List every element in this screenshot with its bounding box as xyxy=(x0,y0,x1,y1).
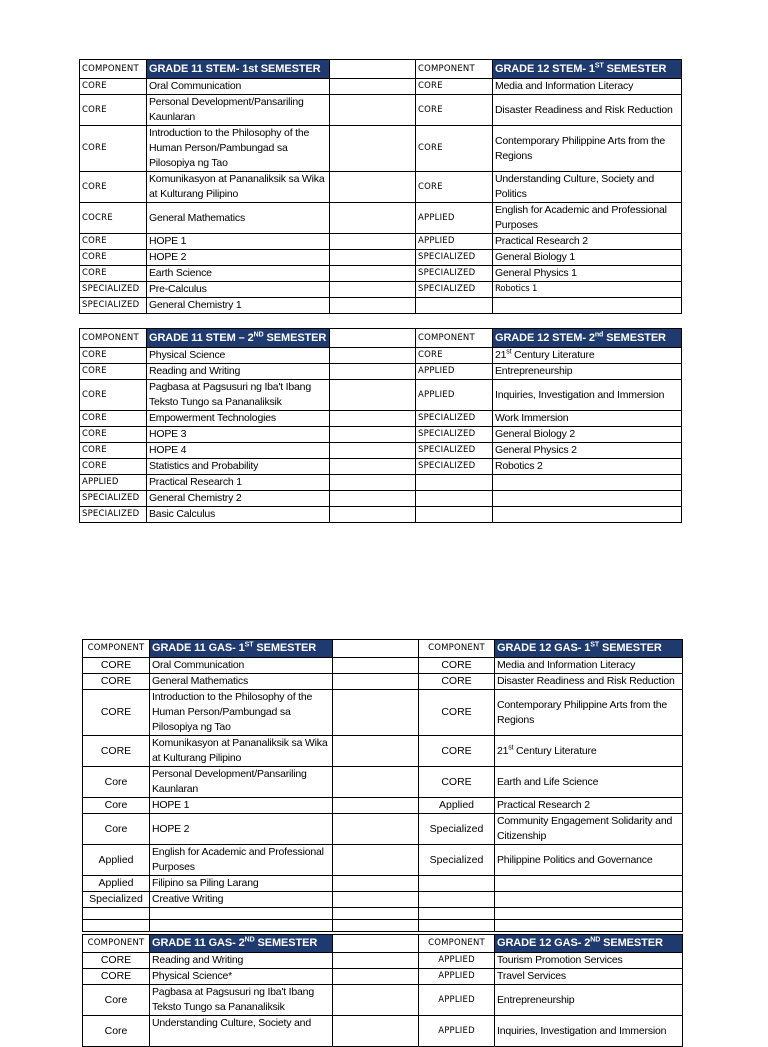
component-cell: CORE xyxy=(80,79,147,95)
subject-cell: General Biology 1 xyxy=(493,250,682,266)
subject-cell: General Physics 1 xyxy=(493,266,682,282)
subject-cell: General Chemistry 2 xyxy=(147,491,330,507)
subject-cell: Practical Research 2 xyxy=(495,798,683,814)
subject-cell: Philippine Politics and Governance xyxy=(495,845,683,876)
component-cell: CORE xyxy=(80,364,147,380)
component-cell: CORE xyxy=(80,266,147,282)
component-cell: CORE xyxy=(80,250,147,266)
component-cell: APPLIED xyxy=(416,203,493,234)
component-cell: SPECIALIZED xyxy=(416,282,493,298)
grade11-stem-1st-title: GRADE 11 STEM- 1st SEMESTER xyxy=(147,60,330,79)
component-cell: SPECIALIZED xyxy=(80,298,147,314)
component-cell: Applied xyxy=(83,845,150,876)
subject-cell: General Biology 2 xyxy=(493,427,682,443)
component-cell xyxy=(419,892,495,908)
component-header: COMPONENT xyxy=(80,60,147,79)
subject-cell: Basic Calculus xyxy=(147,507,330,523)
component-cell: APPLIED xyxy=(416,234,493,250)
component-cell: CORE xyxy=(80,427,147,443)
component-cell: CORE xyxy=(419,690,495,736)
empty-cell xyxy=(495,920,683,932)
subject-cell: Oral Communication xyxy=(147,79,330,95)
component-cell: Specialized xyxy=(419,845,495,876)
component-header: COMPONENT xyxy=(83,935,150,953)
component-cell: CORE xyxy=(80,172,147,203)
subject-cell: Tourism Promotion Services xyxy=(495,953,683,969)
subject-cell: Practical Research 2 xyxy=(493,234,682,250)
subject-cell: Travel Services xyxy=(495,969,683,985)
component-cell: CORE xyxy=(80,459,147,475)
subject-cell: Entrepreneurship xyxy=(493,364,682,380)
subject-cell: Practical Research 1 xyxy=(147,475,330,491)
component-cell: CORE xyxy=(416,172,493,203)
component-cell: APPLIED xyxy=(80,475,147,491)
subject-cell: Disaster Readiness and Risk Reduction xyxy=(493,95,682,126)
component-cell: CORE xyxy=(80,348,147,364)
component-cell: Applied xyxy=(419,798,495,814)
subject-cell: Oral Communication xyxy=(150,658,333,674)
subject-cell: Earth Science xyxy=(147,266,330,282)
subject-cell: HOPE 1 xyxy=(147,234,330,250)
subject-cell: Work Immersion xyxy=(493,411,682,427)
component-cell: SPECIALIZED xyxy=(416,427,493,443)
component-cell: APPLIED xyxy=(419,953,495,969)
subject-cell: General Chemistry 1 xyxy=(147,298,330,314)
empty-cell xyxy=(150,908,333,920)
component-cell: CORE xyxy=(80,443,147,459)
subject-cell: Reading and Writing xyxy=(147,364,330,380)
empty-cell xyxy=(83,908,150,920)
grade11-gas-2nd-title: GRADE 11 GAS- 2ND SEMESTER xyxy=(150,935,333,953)
subject-cell: Contemporary Philippine Arts from the Regions xyxy=(493,126,682,172)
component-cell: CORE xyxy=(416,126,493,172)
component-cell: SPECIALIZED xyxy=(416,411,493,427)
subject-cell: Introduction to the Philosophy of the Human Person/Pambungad sa Pilosopiya ng Tao xyxy=(147,126,330,172)
component-cell: SPECIALIZED xyxy=(80,507,147,523)
component-cell xyxy=(416,491,493,507)
grade12-gas-1st-title: GRADE 12 GAS- 1ST SEMESTER xyxy=(495,640,683,658)
component-cell: CORE xyxy=(80,95,147,126)
component-cell: CORE xyxy=(419,767,495,798)
component-cell: COCRE xyxy=(80,203,147,234)
component-cell: CORE xyxy=(80,411,147,427)
component-cell: SPECIALIZED xyxy=(416,266,493,282)
component-cell: CORE xyxy=(80,126,147,172)
empty-cell xyxy=(419,908,495,920)
component-cell: CORE xyxy=(83,674,150,690)
subject-cell: HOPE 2 xyxy=(150,814,333,845)
component-cell: CORE xyxy=(80,380,147,411)
subject-cell: English for Academic and Professional Purposes xyxy=(493,203,682,234)
subject-cell: Robotics 2 xyxy=(493,459,682,475)
component-cell: APPLIED xyxy=(416,364,493,380)
subject-cell: Physical Science xyxy=(147,348,330,364)
component-header: COMPONENT xyxy=(83,640,150,658)
component-cell: Specialized xyxy=(419,814,495,845)
grade11-gas-1st-title: GRADE 11 GAS- 1ST SEMESTER xyxy=(150,640,333,658)
component-cell: SPECIALIZED xyxy=(416,443,493,459)
subject-cell: HOPE 1 xyxy=(150,798,333,814)
subject-cell: HOPE 4 xyxy=(147,443,330,459)
subject-cell: Contemporary Philippine Arts from the Regions xyxy=(495,690,683,736)
component-header: COMPONENT xyxy=(419,640,495,658)
subject-cell: Pagbasa at Pagsusuri ng Iba't Ibang Teksto Tungo sa Pananaliksik xyxy=(150,985,333,1016)
component-cell: CORE xyxy=(83,953,150,969)
subject-cell xyxy=(493,491,682,507)
subject-cell: Disaster Readiness and Risk Reduction xyxy=(495,674,683,690)
component-cell: APPLIED xyxy=(419,969,495,985)
component-cell: CORE xyxy=(419,674,495,690)
subject-cell: Inquiries, Investigation and Immersion xyxy=(495,1016,683,1047)
grade12-gas-2nd-title: GRADE 12 GAS- 2ND SEMESTER xyxy=(495,935,683,953)
subject-cell: Robotics 1 xyxy=(493,282,682,298)
subject-cell: Komunikasyon at Pananaliksik sa Wika at Kulturang Pilipino xyxy=(150,736,333,767)
subject-cell: Filipino sa Piling Larang xyxy=(150,876,333,892)
subject-cell xyxy=(493,298,682,314)
component-cell: Core xyxy=(83,814,150,845)
subject-cell xyxy=(493,507,682,523)
component-header: COMPONENT xyxy=(80,329,147,348)
subject-cell: Empowerment Technologies xyxy=(147,411,330,427)
subject-cell: HOPE 3 xyxy=(147,427,330,443)
empty-cell xyxy=(495,908,683,920)
component-cell: SPECIALIZED xyxy=(416,459,493,475)
component-cell: CORE xyxy=(419,658,495,674)
empty-cell xyxy=(419,920,495,932)
component-cell: SPECIALIZED xyxy=(416,250,493,266)
component-cell: CORE xyxy=(83,690,150,736)
component-cell xyxy=(416,475,493,491)
subject-cell: General Physics 2 xyxy=(493,443,682,459)
component-cell: Core xyxy=(83,985,150,1016)
component-header: COMPONENT xyxy=(416,60,493,79)
component-cell xyxy=(416,298,493,314)
component-cell: SPECIALIZED xyxy=(80,491,147,507)
stem-first-semester-table xyxy=(79,59,682,314)
subject-cell: Understanding Culture, Society and Politics xyxy=(493,172,682,203)
component-cell: CORE xyxy=(416,95,493,126)
subject-cell: Komunikasyon at Pananaliksik sa Wika at Kulturang Pilipino xyxy=(147,172,330,203)
component-cell: Specialized xyxy=(83,892,150,908)
component-cell: Core xyxy=(83,767,150,798)
subject-cell: HOPE 2 xyxy=(147,250,330,266)
component-cell xyxy=(419,876,495,892)
gas-second-semester-table xyxy=(82,934,683,1047)
component-cell: CORE xyxy=(419,736,495,767)
component-cell: CORE xyxy=(83,658,150,674)
subject-cell: General Mathematics xyxy=(150,674,333,690)
subject-cell: General Mathematics xyxy=(147,203,330,234)
subject-cell: 21st Century Literature xyxy=(493,348,682,364)
subject-cell xyxy=(495,892,683,908)
component-cell: CORE xyxy=(416,348,493,364)
component-cell: Core xyxy=(83,1016,150,1047)
component-cell: APPLIED xyxy=(416,380,493,411)
subject-cell: Media and Information Literacy xyxy=(493,79,682,95)
empty-cell xyxy=(83,920,150,932)
subject-cell: Entrepreneurship xyxy=(495,985,683,1016)
subject-cell: English for Academic and Professional Purposes xyxy=(150,845,333,876)
subject-cell: Understanding Culture, Society and xyxy=(150,1016,333,1047)
subject-cell: Media and Information Literacy xyxy=(495,658,683,674)
component-cell: CORE xyxy=(416,79,493,95)
subject-cell: Statistics and Probability xyxy=(147,459,330,475)
subject-cell: Introduction to the Philosophy of the Human Person/Pambungad sa Pilosopiya ng Tao xyxy=(150,690,333,736)
subject-cell: Pagbasa at Pagsusuri ng Iba't Ibang Teksto Tungo sa Pananaliksik xyxy=(147,380,330,411)
empty-cell xyxy=(150,920,333,932)
component-cell: Core xyxy=(83,798,150,814)
grade12-stem-2nd-title: GRADE 12 STEM- 2nd SEMESTER xyxy=(493,329,682,348)
subject-cell: Community Engagement Solidarity and Citizenship xyxy=(495,814,683,845)
component-cell xyxy=(416,507,493,523)
subject-cell: 21st Century Literature xyxy=(495,736,683,767)
subject-cell: Pre-Calculus xyxy=(147,282,330,298)
component-cell: APPLIED xyxy=(419,1016,495,1047)
component-header: COMPONENT xyxy=(416,329,493,348)
subject-cell: Earth and Life Science xyxy=(495,767,683,798)
stem-second-semester-table xyxy=(79,328,682,523)
component-cell: SPECIALIZED xyxy=(80,282,147,298)
subject-cell: Creative Writing xyxy=(150,892,333,908)
component-cell: APPLIED xyxy=(419,985,495,1016)
component-cell: Applied xyxy=(83,876,150,892)
subject-cell xyxy=(495,876,683,892)
component-cell: CORE xyxy=(83,969,150,985)
subject-cell: Physical Science* xyxy=(150,969,333,985)
grade12-stem-1st-title: GRADE 12 STEM- 1ST SEMESTER xyxy=(493,60,682,79)
grade11-stem-2nd-title: GRADE 11 STEM – 2ND SEMESTER xyxy=(147,329,330,348)
subject-cell: Personal Development/Pansariling Kaunlaran xyxy=(150,767,333,798)
component-cell: CORE xyxy=(80,234,147,250)
gas-first-semester-table xyxy=(82,639,683,932)
subject-cell: Inquiries, Investigation and Immersion xyxy=(493,380,682,411)
subject-cell xyxy=(493,475,682,491)
component-header: COMPONENT xyxy=(419,935,495,953)
component-cell: CORE xyxy=(83,736,150,767)
subject-cell: Reading and Writing xyxy=(150,953,333,969)
subject-cell: Personal Development/Pansariling Kaunlaran xyxy=(147,95,330,126)
